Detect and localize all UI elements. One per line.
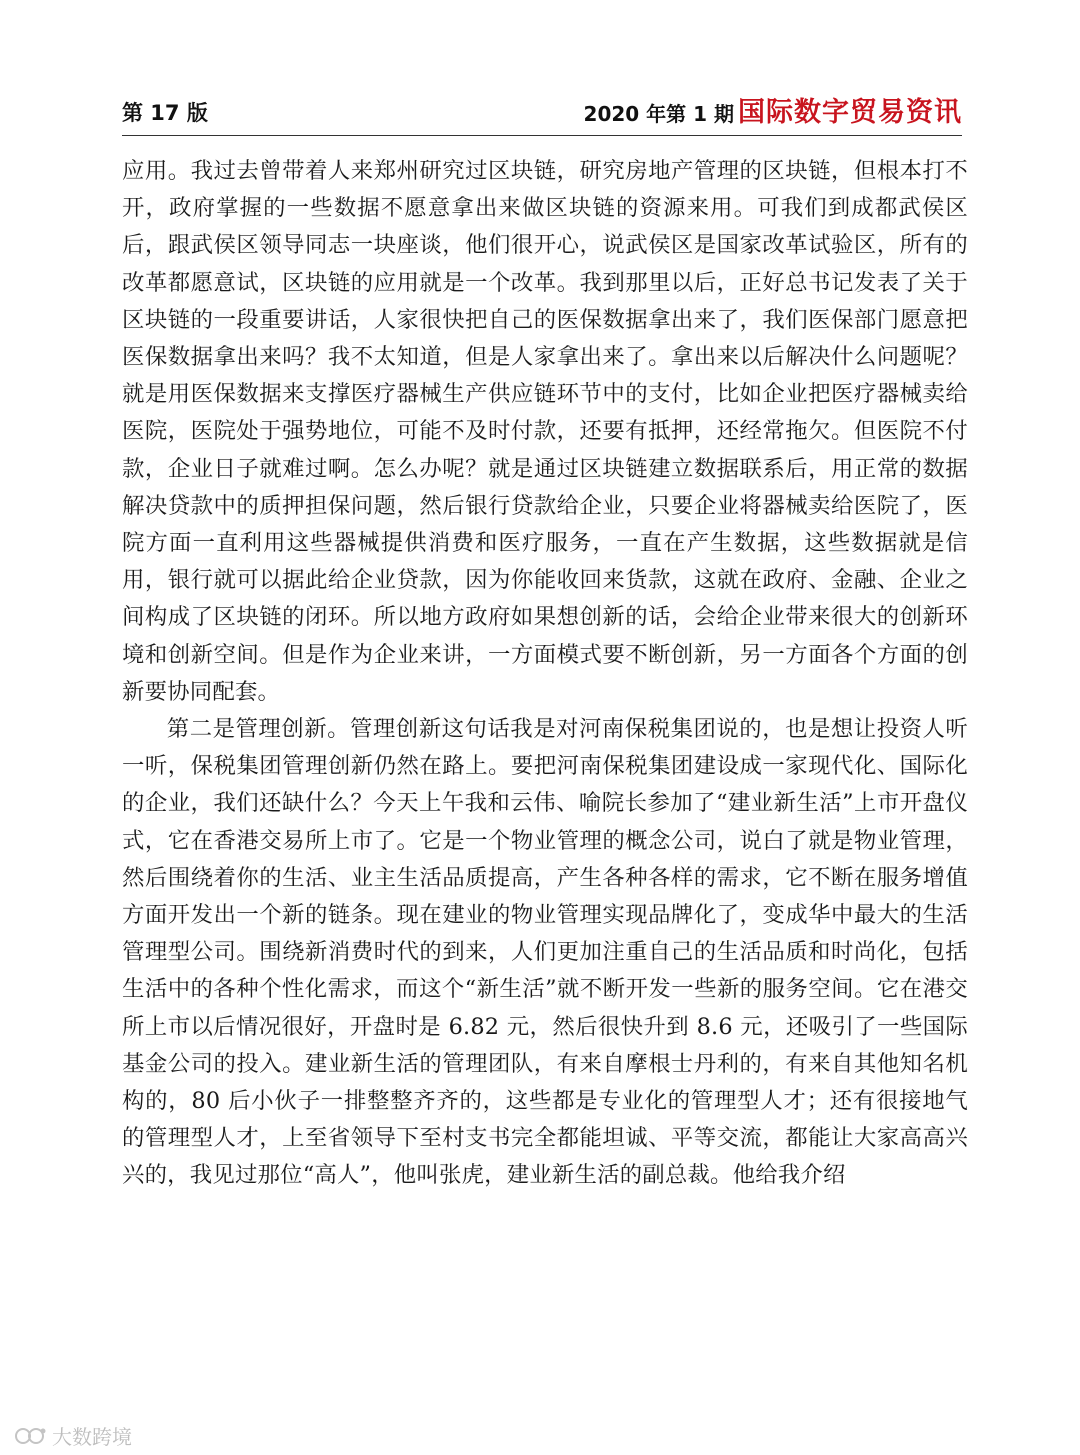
watermark (14, 1421, 132, 1450)
article-body (122, 153, 968, 1195)
brand-logo-icon (14, 1425, 48, 1447)
watermark-text: 大数跨境 (52, 1425, 132, 1449)
paragraph-2: 第二是管理创新。管理创新这句话我是对河南保税集团说的，也是想让投资人听一听，保税集团管理创新仍然在路上。要把河南保税集团建设成一家现代化、国际化的企业，我们还缺什么？今天上午我和云伟、喻院长参加了“建业新生活”上市开盘仪式，它在香港交易所上市了。它是一个物业管理的概念公司，说白了就是物业管理，然后围绕着你的生活、业主生活品质提高，产生各种各样的需求，它不断在服务增值方面开发出一个新的链条。现在建业的物业管理实现品牌化了，变成华中最大的生活管理型公司。围绕新消费时代的到来，人们更加注重自己的生活品质和时尚化，包括生活中的各种个性化需求，而这个“新生活”就不断开发一些新的服务空间。它在港交所上市以后情况很好，开盘时是 6.82 元，然后很快升到 8.6 元，还吸引了一些国际基金公司的投入。建业新生活的管理团队，有来自摩根士丹利的，有来自其他知名机构的，80 后小伙子一排整整齐齐的，这些都是专业化的管理型人才；还有很接地气的管理型人才，上至省领导下至村支书完全都能坦诚、平等交流，都能让大家高高兴兴的，我见过那位“高人”，他叫张虎，建业新生活的副总裁。他给我介绍 (122, 716, 968, 1189)
page-number: 第 17 版 (122, 101, 208, 125)
issue-label: 2020 年第 1 期 (583, 102, 734, 126)
paragraph-1: 应用。我过去曾带着人来郑州研究过区块链，研究房地产管理的区块链，但根本打不开，政府掌握的一些数据不愿意拿出来做区块链的资源来用。可我们到成都武侯区后，跟武侯区领导同志一块座谈，他们很开心，说武侯区是国家改革试验区，所有的改革都愿意试，区块链的应用就是一个改革。我到那里以后，正好总书记发表了关于区块链的一段重要讲话，人家很快把自己的医保数据拿出来了，我们医保部门愿意把医保数据拿出来吗？我不太知道，但是人家拿出来了。拿出来以后解决什么问题呢？就是用医保数据来支撑医疗器械生产供应链环节中的支付，比如企业把医疗器械卖给医院，医院处于强势地位，可能不及时付款，还要有抵押，还经常拖欠。但医院不付款，企业日子就难过啊。怎么办呢？就是通过区块链建立数据联系后，用正常的数据解决贷款中的质押担保问题，然后银行贷款给企业，只要企业将器械卖给医院了，医院方面一直利用这些器械提供消费和医疗服务，一直在产生数据，这些数据就是信用，银行就可以据此给企业贷款，因为你能收回来货款，这就在政府、金融、企业之间构成了区块链的闭环。所以地方政府如果想创新的话，会给企业带来很大的创新环境和创新空间。但是作为企业来讲，一方面模式要不断创新，另一方面各个方面的创新要协同配套。 (122, 158, 968, 705)
publication-title: 国际数字贸易资讯 (738, 97, 962, 128)
page-header (122, 95, 962, 136)
